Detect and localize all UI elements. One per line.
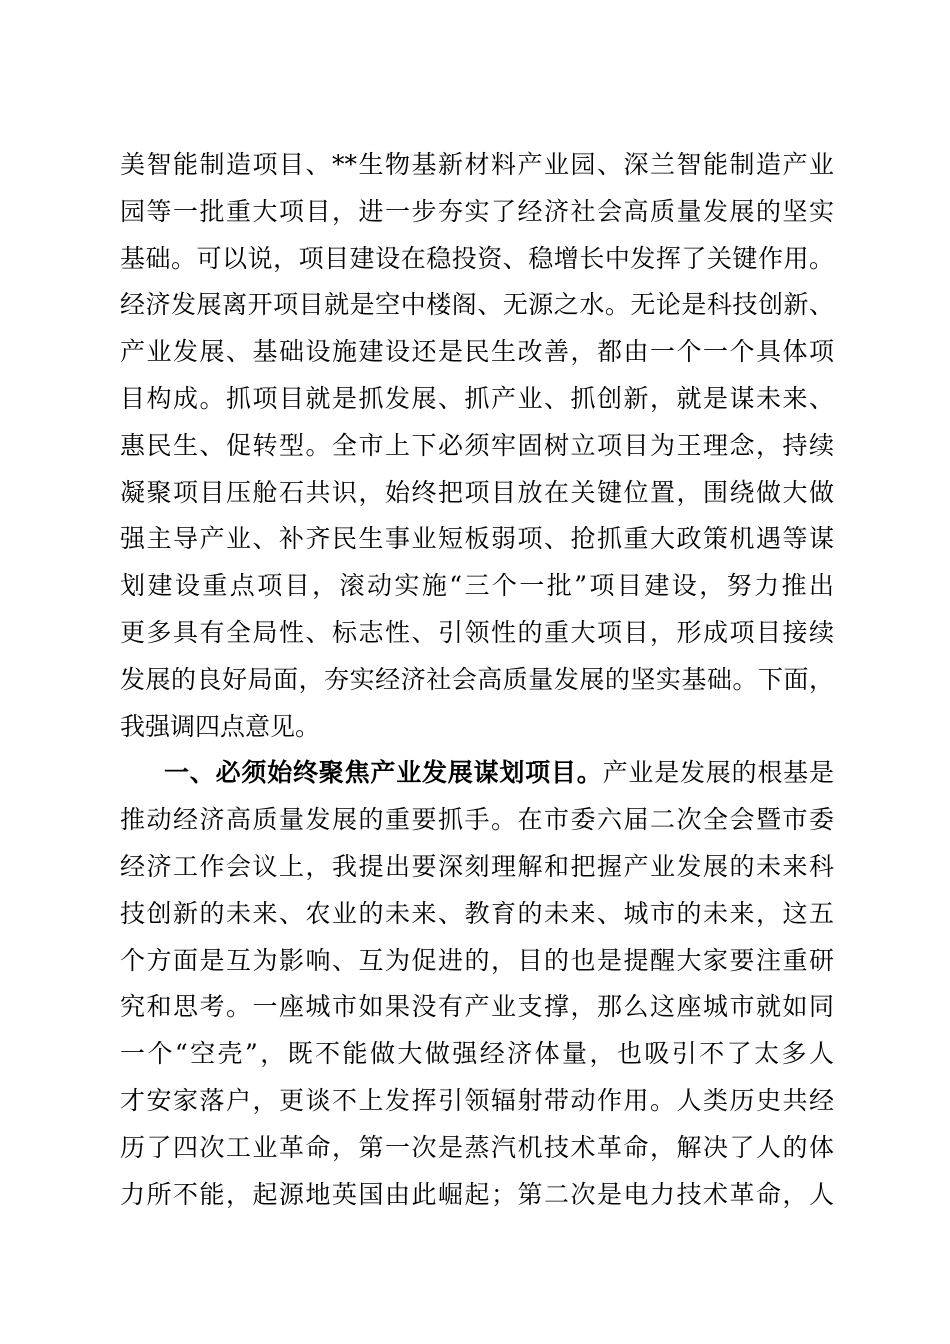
section-first-line [120,750,834,797]
text-line: 经济发展离开项目就是空中楼阁、无源之水。无论是科技创新、 [120,290,834,320]
text-line: 更多具有全局性、标志性、引领性的重大项目，形成项目接续 [120,617,834,647]
section-heading: 一、必须始终聚焦产业发展谋划项目。 [164,758,603,788]
text-line: 推动经济高质量发展的重要抓手。在市委六届二次全会暨市委 [120,805,834,835]
text-line: 目构成。抓项目就是抓发展、抓产业、抓创新，就是谋未来、 [120,383,834,413]
text-line: 个方面是互为影响、互为促进的，目的也是提醒大家要注重研 [120,945,834,975]
document-body [120,142,834,1218]
paragraph-1 [120,142,834,750]
text-line: 发展的良好局面，夯实经济社会高质量发展的坚实基础。下面， [120,664,834,694]
text-line: 技创新的未来、农业的未来、教育的未来、城市的未来，这五 [120,898,834,928]
text-line: 划建设重点项目，滚动实施“三个一批”项目建设，努力推出 [120,571,834,601]
text-line: 美智能制造项目、**生物基新材料产业园、深兰智能制造产业 [120,150,834,179]
text-line: 强主导产业、补齐民生事业短板弱项、抢抓重大政策机遇等谋 [120,524,834,554]
paragraph-2 [120,750,834,1218]
text-line: 产业发展、基础设施建设还是民生改善，都由一个一个具体项 [120,337,834,367]
text-line: 园等一批重大项目，进一步夯实了经济社会高质量发展的坚实 [120,196,834,226]
text-line: 经济工作会议上，我提出要深刻理解和把握产业发展的未来科 [120,851,834,881]
text-line: 历了四次工业革命，第一次是蒸汽机技术革命，解决了人的体 [120,1132,834,1162]
text-line: 基础。可以说，项目建设在稳投资、稳增长中发挥了关键作用。 [120,243,834,273]
text-line: 一个“空壳”，既不能做大做强经济体量，也吸引不了太多人 [120,1039,834,1069]
text-line: 我强调四点意见。 [120,711,321,741]
text-line: 究和思考。一座城市如果没有产业支撑，那么这座城市就如同 [120,992,834,1022]
text-segment: 产业是发展的根基是 [602,758,834,788]
text-line: 才安家落户，更谈不上发挥引领辐射带动作用。人类历史共经 [120,1085,834,1115]
text-line: 凝聚项目压舱石共识，始终把项目放在关键位置，围绕做大做 [120,477,834,507]
text-line: 力所不能，起源地英国由此崛起；第二次是电力技术革命，人 [120,1179,834,1209]
text-line: 惠民生、促转型。全市上下必须牢固树立项目为王理念，持续 [120,430,834,460]
